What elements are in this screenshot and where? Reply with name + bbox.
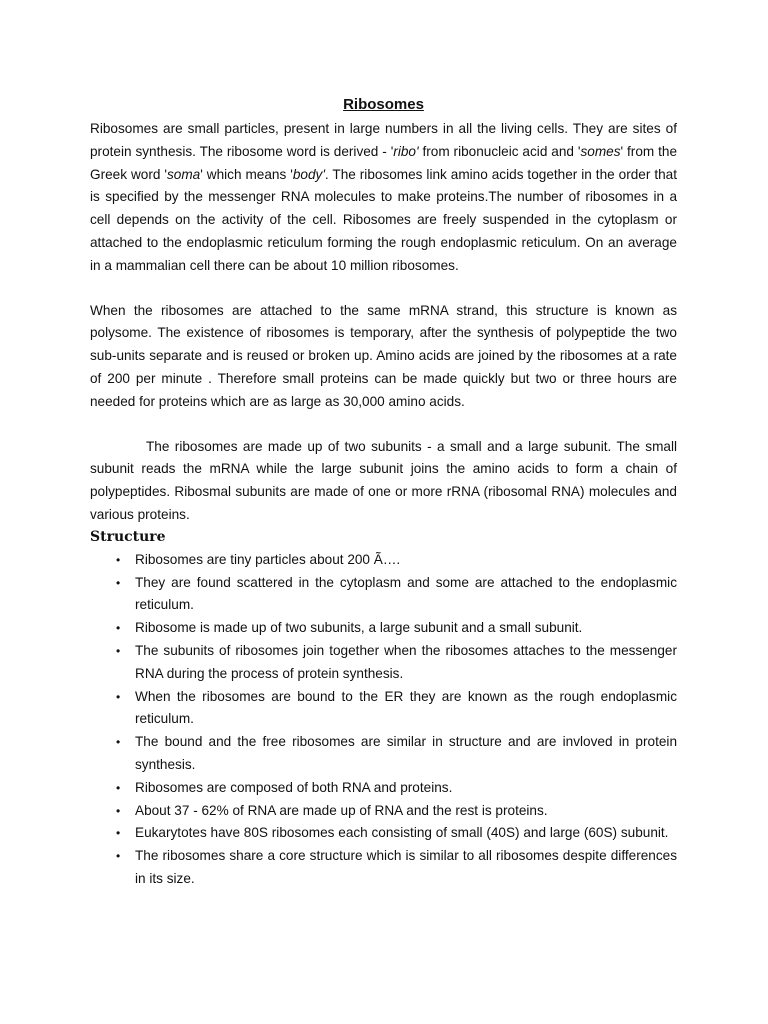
structure-bullet-list	[90, 549, 677, 891]
list-item-text: Ribosome is made up of two subunits, a large subunit and a small subunit.	[135, 620, 583, 636]
list-item	[90, 617, 677, 640]
bullet-icon: •	[116, 575, 121, 590]
list-item	[90, 845, 677, 891]
list-item-text: They are found scattered in the cytoplasm and some are attached to the endoplasmic reticulum.	[135, 574, 677, 613]
bullet-icon: •	[116, 780, 121, 795]
section-heading-structure: Structure	[90, 528, 166, 545]
list-item	[90, 731, 677, 777]
list-item-text: The ribosomes share a core structure which is similar to all ribosomes despite differences in its size.	[135, 848, 677, 886]
list-item	[90, 686, 677, 732]
paragraph-intro-text-d: ' which means '	[200, 166, 293, 182]
bullet-icon: •	[116, 552, 121, 567]
list-item	[90, 777, 677, 800]
paragraph-intro	[90, 118, 677, 278]
document-page	[90, 94, 677, 891]
document-title: Ribosomes	[343, 96, 424, 113]
list-item-text: Ribosomes are composed of both RNA and proteins.	[135, 779, 453, 795]
list-item	[90, 572, 677, 618]
list-item	[90, 800, 677, 823]
bullet-icon: •	[116, 621, 121, 636]
list-item-text: Eukarytotes have 80S ribosomes each consisting of small (40S) and large (60S) subunit.	[135, 825, 669, 841]
list-item	[90, 822, 677, 845]
list-item-text: Ribosomes are tiny particles about 200 Ã….	[135, 551, 401, 567]
bullet-icon: •	[116, 803, 121, 818]
term-somes: somes	[580, 143, 621, 159]
list-item	[90, 640, 677, 686]
term-ribo: ribo'	[393, 143, 419, 159]
list-item	[90, 549, 677, 572]
bullet-icon: •	[116, 735, 121, 750]
paragraph-intro-text-c: ' from the Greek word '	[90, 143, 677, 182]
paragraph-subunits: The ribosomes are made up of two subunits - a small and a large subunit. The small subunit reads the mRNA while the large subunit joins the amino acids to form a chain of polypeptides. Ribosmal subunits are made of one or more rRNA (ribosomal RNA) molecules and various proteins.	[90, 438, 677, 522]
list-item-text: When the ribosomes are bound to the ER they are known as the rough endoplasmic reticulum.	[135, 688, 677, 727]
bullet-icon: •	[116, 689, 121, 704]
paragraph-intro-text-a: Ribosomes are small particles, present in large numbers in all the living cells. They are sites of protein synthesis. The ribosome word is derived - '	[90, 121, 677, 159]
list-item-text: About 37 - 62% of RNA are made up of RNA and the rest is proteins.	[135, 802, 548, 818]
bullet-icon: •	[116, 643, 121, 658]
bullet-icon: •	[116, 826, 121, 841]
paragraph-intro-text-b: from ribonucleic acid and '	[418, 143, 581, 159]
paragraph-intro-text-e: . The ribosomes link amino acids together in the order that is specified by the messenger RNA molecules to make proteins.The number of ribosomes in a cell depends on the activity of the cell. Ribosomes are freely suspended in the cytoplasm or attached to the endoplasmic reticulum forming the rough endoplasmic reticulum. On an average in a mammalian cell there can be about 10 million ribosomes.	[90, 166, 678, 273]
bullet-icon: •	[116, 849, 121, 864]
paragraph-polysome: When the ribosomes are attached to the same mRNA strand, this structure is known as polysome. The existence of ribosomes is temporary, after the synthesis of polypeptide the two sub-units separate and is reused or broken up. Amino acids are joined by the ribosomes at a rate of 200 per minute . Therefore small proteins can be made quickly but two or three hours are needed for proteins which are as large as 30,000 amino acids.	[90, 302, 677, 409]
list-item-text: The bound and the free ribosomes are similar in structure and are invloved in protein synthesis.	[135, 734, 677, 772]
term-soma: soma	[166, 166, 201, 182]
term-body: body'	[292, 166, 325, 182]
list-item-text: The subunits of ribosomes join together when the ribosomes attaches to the messenger RNA during the process of protein synthesis.	[135, 642, 677, 681]
